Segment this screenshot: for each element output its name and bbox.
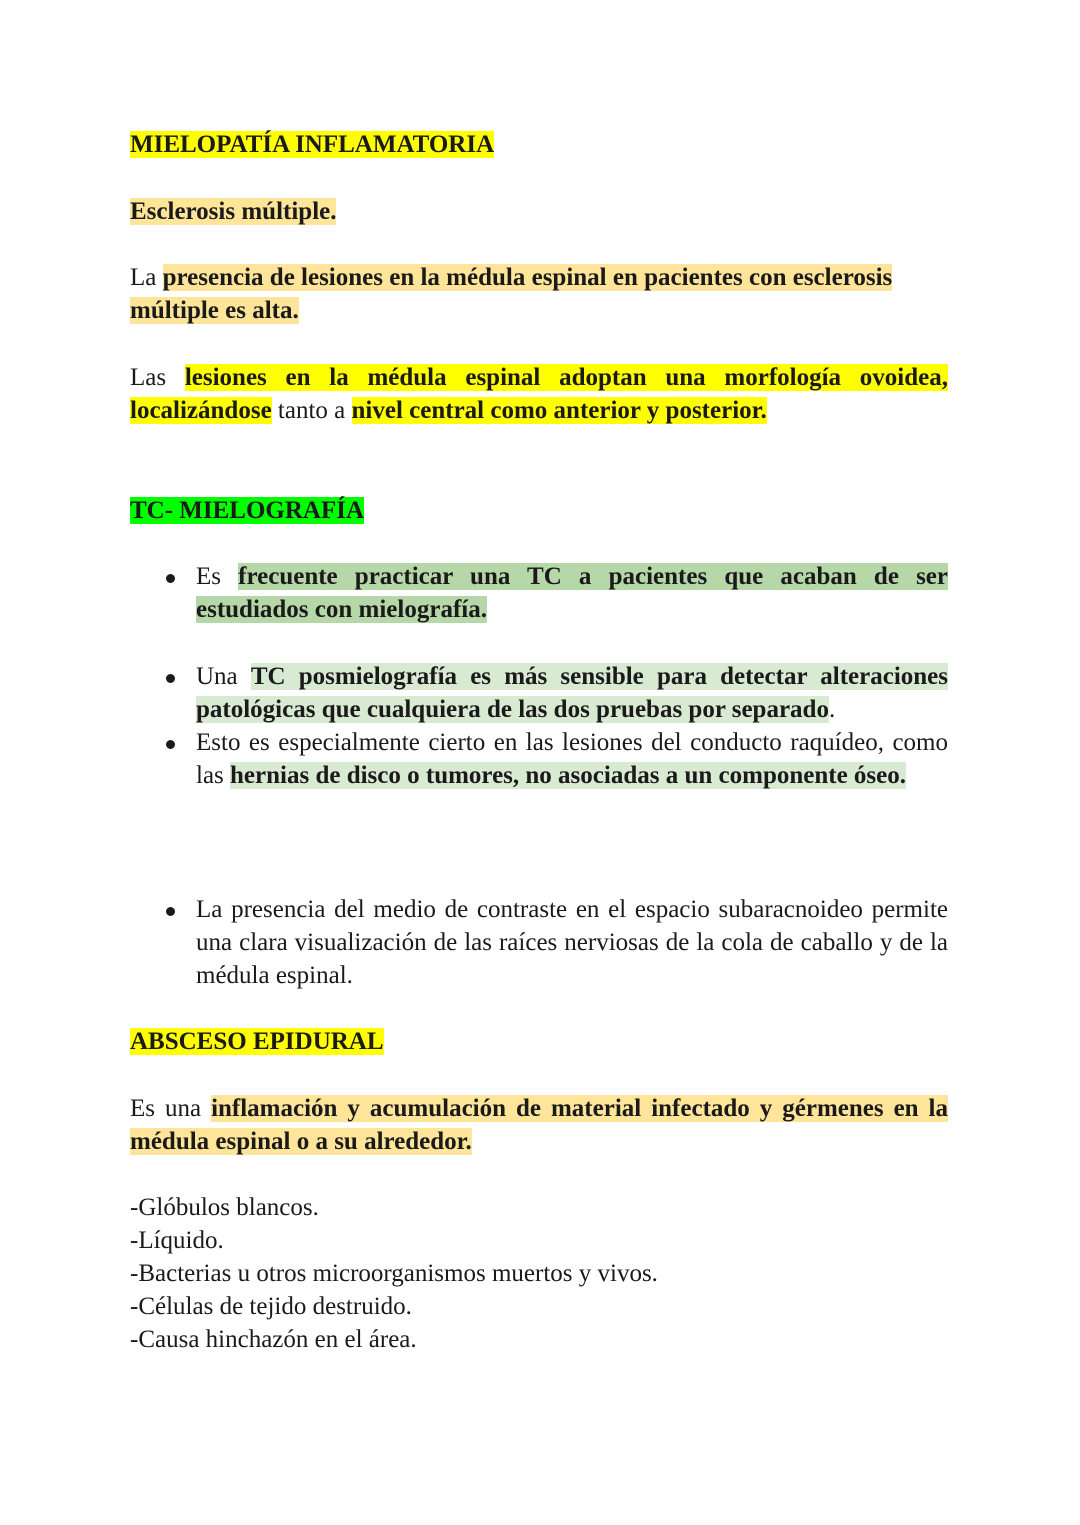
list-item: -Glóbulos blancos.	[130, 1194, 319, 1221]
heading-mielopatia	[130, 128, 948, 161]
paragraph-lead: Es una	[130, 1095, 212, 1122]
subheading-esclerosis	[130, 195, 948, 228]
heading-tc-mielografia	[130, 494, 948, 527]
paragraph-mid: tanto a	[271, 397, 352, 424]
bullet-dot-icon	[166, 574, 175, 583]
bullet-lead: Esto es especialmente cierto en las lesiones del conducto raquídeo, como las	[196, 729, 948, 789]
paragraph-presencia-lesiones	[130, 261, 948, 327]
heading-mielopatia-text: MIELOPATÍA INFLAMATORIA	[130, 131, 495, 158]
paragraph-bold-1: lesiones en la médula espinal adoptan una morfología ovoidea, localizándose	[130, 364, 948, 424]
heading-absceso-epidural-text: ABSCESO EPIDURAL	[130, 1028, 384, 1055]
paragraph-morfologia	[130, 361, 948, 427]
bullet-list-tc	[130, 560, 948, 626]
list-item: -Causa hinchazón en el área.	[130, 1326, 417, 1353]
bullet-list-tc-3	[130, 893, 948, 992]
absceso-components-list	[130, 1191, 948, 1356]
bullet-text: La presencia del medio de contraste en el espacio subaracnoideo permite una clara visualización de las raíces nerviosas de la cola de caballo y de la médula espinal.	[196, 896, 948, 989]
paragraph-bold: presencia de lesiones en la médula espinal en pacientes con esclerosis múltiple es alta.	[130, 264, 893, 324]
paragraph-bold-2: nivel central como anterior y posterior.	[351, 397, 767, 424]
list-item: -Bacterias u otros microorganismos muertos y vivos.	[130, 1260, 658, 1287]
bullet-bold: TC posmielografía es más sensible para detectar alteraciones patológicas que cualquiera de las dos pruebas por separado	[196, 663, 948, 723]
list-item: -Líquido.	[130, 1227, 224, 1254]
bullet-tail: .	[828, 696, 836, 723]
heading-absceso-epidural	[130, 1025, 948, 1058]
bullet-item	[130, 893, 948, 992]
paragraph-absceso-definicion	[130, 1092, 948, 1158]
bullet-dot-icon	[166, 740, 175, 749]
paragraph-lead: La	[130, 264, 163, 291]
paragraph-lead: Las	[130, 364, 185, 391]
bullet-item	[130, 560, 948, 626]
bullet-lead: Una	[196, 663, 251, 690]
heading-tc-mielografia-text: TC- MIELOGRAFÍA	[130, 497, 365, 524]
list-item: -Células de tejido destruido.	[130, 1293, 412, 1320]
bullet-dot-icon	[166, 907, 175, 916]
bullet-list-tc-2	[130, 660, 948, 792]
bullet-lead: Es	[196, 563, 239, 590]
bullet-bold: hernias de disco o tumores, no asociadas a un componente óseo.	[230, 762, 906, 789]
subheading-esclerosis-text: Esclerosis múltiple.	[130, 198, 337, 225]
paragraph-bold: inflamación y acumulación de material infectado y gérmenes en la médula espinal o a su alrededor.	[130, 1095, 948, 1155]
bullet-bold: frecuente practicar una TC a pacientes que acaban de ser estudiados con mielografía.	[196, 563, 948, 623]
bullet-dot-icon	[166, 674, 175, 683]
bullet-item	[130, 660, 948, 726]
bullet-item	[130, 726, 948, 792]
